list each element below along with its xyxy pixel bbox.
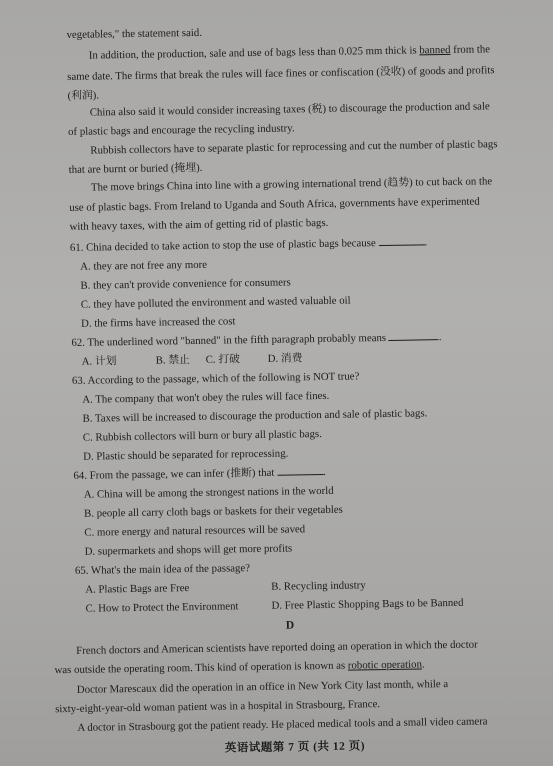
passage-line: China also said it would consider increasing taxes (税) to discourage the production and sale bbox=[89, 100, 490, 119]
question-end: . bbox=[438, 331, 442, 344]
passage-line: vegetables," the statement said. bbox=[66, 26, 203, 41]
option-64d: D. supermarkets and shops will get more profits bbox=[84, 542, 293, 558]
question-65: 65. What's the main idea of the passage? bbox=[74, 562, 251, 577]
option-63c: C. Rubbish collectors will burn or bury all plastic bags. bbox=[82, 427, 322, 444]
passage-line: of plastic bags and encourage the recycling industry. bbox=[67, 122, 295, 138]
question-stem: 64. From the passage, we can infer (推断) that bbox=[73, 466, 275, 482]
option-65b: B. Recycling industry bbox=[271, 579, 366, 593]
passage-text: from the bbox=[453, 43, 491, 56]
option-62b: B. 禁止 bbox=[155, 354, 190, 367]
passage-line: Rubbish collectors have to separate plastic for reprocessing and cut the number of plastic bags bbox=[90, 138, 498, 157]
question-end: . bbox=[322, 465, 326, 478]
passage-text: . bbox=[421, 658, 425, 671]
option-65d: D. Free Plastic Shopping Bags to be Banned bbox=[271, 596, 464, 612]
section-heading-d: D bbox=[285, 619, 295, 632]
passage-line: same date. The firms that break the rules will face fines or confiscation (没收) of goods and profits bbox=[67, 64, 495, 83]
question-64 bbox=[73, 465, 325, 483]
underlined-word-banned: banned bbox=[419, 43, 451, 57]
question-stem: 62. The underlined word "banned" in the fifth paragraph probably means bbox=[71, 331, 387, 349]
answer-blank bbox=[277, 465, 323, 476]
option-65a: A. Plastic Bags are Free bbox=[85, 582, 190, 596]
passage-line: sixty-eight-year-old woman patient was in a hospital in Strasbourg, France. bbox=[55, 698, 381, 716]
underlined-term: robotic operation bbox=[347, 658, 423, 672]
passage-line: (利润). bbox=[67, 89, 100, 102]
question-end: . bbox=[424, 236, 428, 249]
option-61b: B. they can't provide convenience for consumers bbox=[80, 276, 291, 292]
option-64c: C. more energy and natural resources will be saved bbox=[84, 523, 306, 539]
passage-line: French doctors and American scientists have reported doing an operation in which the doctor bbox=[76, 638, 478, 657]
passage-line: that are burnt or buried (掩埋). bbox=[68, 161, 203, 176]
question-62 bbox=[71, 330, 441, 350]
answer-blank bbox=[389, 330, 439, 341]
question-63: 63. According to the passage, which of the following is NOT true? bbox=[71, 370, 360, 387]
passage-line: with heavy taxes, with the aim of getting rid of plastic bags. bbox=[69, 216, 329, 233]
option-63b: B. Taxes will be increased to discourage the production and sale of plastic bags. bbox=[82, 407, 428, 425]
option-62a: A. 计划 bbox=[81, 355, 117, 368]
option-61a: A. they are not free any more bbox=[80, 258, 208, 273]
passage-line: use of plastic bags. From Ireland to Uganda and South Africa, governments have experimented bbox=[69, 195, 480, 214]
page-footer: 英语试题第 7 页 (共 12 页) bbox=[224, 740, 366, 755]
option-65c: C. How to Protect the Environment bbox=[85, 600, 239, 615]
option-63d: D. Plastic should be separated for reprocessing. bbox=[83, 447, 289, 463]
option-62d: D. 消费 bbox=[267, 352, 303, 365]
passage-text: was outside the operating room. This kind of operation is known as bbox=[54, 659, 346, 677]
answer-blank bbox=[378, 235, 424, 246]
option-61c: C. they have polluted the environment and wasted valuable oil bbox=[80, 294, 351, 311]
passage-line: A doctor in Strasbourg got the patient ready. He placed medical tools and a small video camera bbox=[77, 715, 488, 734]
option-61d: D. the firms have increased the cost bbox=[81, 315, 236, 330]
question-stem: 61. China decided to take action to stop the use of plastic bags because bbox=[69, 237, 376, 254]
passage-line: Doctor Marescaux did the operation in an office in New York City last month, while a bbox=[76, 678, 449, 696]
passage-text: In addition, the production, sale and use of bags less than 0.025 mm thick is bbox=[88, 44, 417, 62]
question-61 bbox=[70, 235, 427, 255]
option-64a: A. China will be among the strongest nations in the world bbox=[83, 484, 334, 501]
passage-line bbox=[54, 657, 424, 677]
option-62c: C. 打破 bbox=[205, 353, 240, 366]
option-63a: A. The company that won't obey the rules will face fines. bbox=[82, 389, 330, 406]
option-64b: B. people all carry cloth bags or baskets for their vegetables bbox=[83, 503, 343, 520]
passage-line: The move brings China into line with a growing international trend (趋势) to cut back on the bbox=[90, 175, 493, 194]
passage-line bbox=[89, 42, 490, 62]
